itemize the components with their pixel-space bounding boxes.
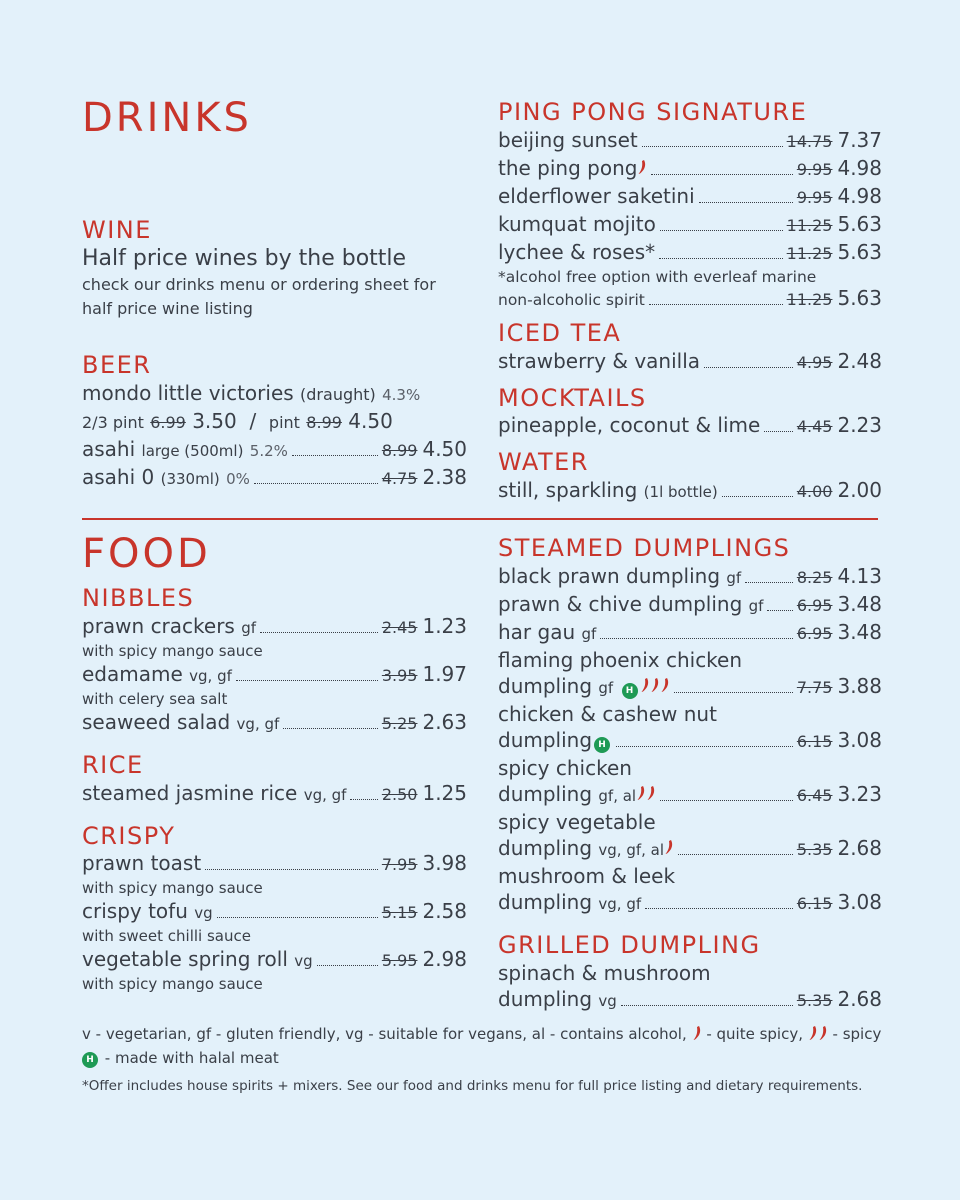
leader-dots <box>649 304 783 305</box>
food-column-left <box>82 532 467 994</box>
chili-icon <box>641 677 650 693</box>
leader-dots <box>283 728 378 729</box>
section-divider <box>82 518 878 520</box>
leader-dots <box>205 869 378 870</box>
new-price: 2.63 <box>422 709 467 734</box>
new-price: 2.98 <box>422 947 467 972</box>
old-price: 8.25 <box>796 567 833 587</box>
item-name-line: spicy chicken <box>498 755 632 780</box>
leader-dots <box>317 965 378 966</box>
leader-dots <box>217 917 378 918</box>
chili-icon <box>693 1025 702 1041</box>
beer-mondo-name: mondo little victories <box>82 380 294 405</box>
item-name: dumpling <box>498 835 593 860</box>
item-note: vg, gf <box>303 785 347 804</box>
item-name: dumpling <box>498 673 593 698</box>
legend-text-1: v - vegetarian, gf - gluten friendly, vg - suitable for vegans, al - contains alcohol, <box>82 1025 687 1043</box>
item-name-line: spicy vegetable <box>498 809 656 834</box>
leader-dots <box>659 258 783 259</box>
leader-dots <box>674 692 793 693</box>
item-description: with celery sea salt <box>82 689 228 708</box>
item-note: gf <box>581 624 597 643</box>
new-price: 1.97 <box>422 661 467 686</box>
new-price: 7.37 <box>837 127 882 152</box>
chili-icon <box>661 677 670 693</box>
item-name: vegetable spring roll <box>82 947 288 972</box>
new-price: 2.68 <box>837 835 882 860</box>
old-price: 7.95 <box>381 855 418 875</box>
old-price: 5.15 <box>381 903 418 923</box>
item-name: non-alcoholic spirit <box>498 290 645 309</box>
item-name: lychee & roses* <box>498 239 656 264</box>
beer-mondo-prices <box>82 408 467 436</box>
item-name: dumpling <box>498 781 593 806</box>
leader-dots <box>745 582 793 583</box>
item-name: prawn crackers <box>82 613 235 638</box>
item-note: large (500ml) <box>141 441 244 460</box>
drinks-title: DRINKS <box>82 95 252 141</box>
old-price: 6.95 <box>796 623 833 643</box>
chili-icon <box>819 1025 828 1041</box>
item-note: vg, gf <box>598 894 642 913</box>
leader-dots <box>660 800 793 801</box>
beer-mondo-abv: 4.3% <box>382 385 421 404</box>
item-description: with spicy mango sauce <box>82 975 263 994</box>
wine-line-2: half price wine listing <box>82 298 253 318</box>
leader-dots <box>678 854 793 855</box>
leader-dots <box>699 202 793 203</box>
rice-title: RICE <box>82 750 144 779</box>
old-price: 6.95 <box>796 595 833 615</box>
leader-dots <box>764 431 793 432</box>
item-name: beijing sunset <box>498 127 638 152</box>
item-name: asahi <box>82 436 136 461</box>
halal-icon: H <box>622 683 638 699</box>
new-price: 3.23 <box>837 781 882 806</box>
leader-dots <box>651 174 792 175</box>
leader-dots <box>642 146 783 147</box>
item-name: edamame <box>82 661 183 686</box>
item-name: asahi 0 <box>82 464 155 489</box>
dietary-legend <box>82 1022 902 1070</box>
menu-item <box>82 464 467 492</box>
old-price: 4.45 <box>796 417 833 437</box>
legend-text-3: - spicy <box>832 1025 882 1043</box>
pint-old-price: 8.99 <box>306 412 342 432</box>
new-price: 4.13 <box>837 563 882 588</box>
item-name: elderflower saketini <box>498 183 695 208</box>
new-price: 2.58 <box>422 899 467 924</box>
item-name-line: mushroom & leek <box>498 863 676 888</box>
price-separator: / <box>249 408 257 433</box>
iced-tea-title: ICED TEA <box>498 318 622 347</box>
item-note: vg <box>598 991 617 1010</box>
old-price: 6.15 <box>796 893 833 913</box>
item-name: prawn & chive dumpling <box>498 591 743 616</box>
menu-item <box>82 436 467 464</box>
legend-text-4: - made with halal meat <box>104 1049 279 1067</box>
drinks-column-right <box>498 98 882 505</box>
item-name: black prawn dumpling <box>498 563 721 588</box>
menu-item <box>498 412 882 440</box>
leader-dots <box>260 632 378 633</box>
new-price: 2.68 <box>837 986 882 1011</box>
water-title: WATER <box>498 448 589 477</box>
new-price: 1.25 <box>422 780 467 805</box>
menu-item <box>498 673 882 701</box>
wine-headline: Half price wines by the bottle <box>82 245 407 271</box>
new-price: 3.48 <box>837 619 882 644</box>
item-name: crispy tofu <box>82 899 188 924</box>
chili-icon <box>637 785 646 801</box>
steamed-dumplings-title: STEAMED DUMPLINGS <box>498 534 791 562</box>
leader-dots <box>350 799 377 800</box>
menu-item <box>498 127 882 155</box>
menu-item <box>498 619 882 647</box>
leader-dots <box>616 746 793 747</box>
item-name: the ping pong <box>498 155 638 180</box>
item-name: pineapple, coconut & lime <box>498 413 761 438</box>
leader-dots <box>704 367 793 368</box>
old-price: 4.75 <box>381 468 418 488</box>
new-price: 2.23 <box>837 413 882 438</box>
beer-title: BEER <box>82 350 152 379</box>
new-price: 2.48 <box>837 348 882 373</box>
item-note: gf <box>241 618 257 637</box>
menu-item <box>82 613 467 641</box>
item-note: gf <box>598 678 614 697</box>
new-price: 4.98 <box>837 183 882 208</box>
menu-item <box>498 155 882 183</box>
item-name: steamed jasmine rice <box>82 780 298 805</box>
leader-dots <box>254 483 378 484</box>
item-note: vg, gf, al <box>598 840 665 859</box>
crispy-title: CRISPY <box>82 821 176 850</box>
item-abv: 5.2% <box>249 441 288 460</box>
pint23-label: 2/3 pint <box>82 412 144 432</box>
mocktails-title: MOCKTAILS <box>498 383 647 412</box>
wine-line-1: check our drinks menu or ordering sheet for <box>82 274 436 294</box>
pint-label: pint <box>268 412 300 432</box>
old-price: 5.25 <box>381 713 418 733</box>
drinks-column-left <box>82 96 467 492</box>
new-price: 3.98 <box>422 851 467 876</box>
item-name: dumpling <box>498 986 593 1011</box>
leader-dots <box>645 908 793 909</box>
beer-mondo-note: (draught) <box>300 384 376 404</box>
old-price: 6.45 <box>796 785 833 805</box>
menu-item <box>498 781 882 809</box>
food-title: FOOD <box>82 531 211 577</box>
old-price: 4.95 <box>796 352 833 372</box>
item-note: (1l bottle) <box>643 483 718 502</box>
old-price: 4.00 <box>796 482 833 502</box>
item-name: strawberry & vanilla <box>498 348 701 373</box>
new-price: 3.08 <box>837 889 882 914</box>
menu-item <box>498 889 882 917</box>
leader-dots <box>767 610 792 611</box>
menu-item <box>82 850 467 878</box>
halal-icon: H <box>82 1052 98 1068</box>
old-price: 11.25 <box>786 215 833 235</box>
menu-item <box>82 946 467 974</box>
chili-icon <box>638 159 647 175</box>
old-price: 14.75 <box>786 131 833 151</box>
old-price: 3.95 <box>381 665 418 685</box>
new-price: 1.23 <box>422 613 467 638</box>
menu-item <box>498 591 882 619</box>
menu-item <box>498 211 882 239</box>
menu-item <box>498 239 882 267</box>
menu-item <box>498 183 882 211</box>
menu-item <box>498 348 882 376</box>
menu-item <box>498 835 882 863</box>
item-name: seaweed salad <box>82 709 231 734</box>
alcohol-free-note: *alcohol free option with everleaf marine <box>498 267 817 286</box>
leader-dots <box>292 455 378 456</box>
old-price: 5.35 <box>796 990 833 1010</box>
menu-item <box>498 727 882 755</box>
leader-dots <box>660 230 783 231</box>
item-description: with spicy mango sauce <box>82 641 263 660</box>
chili-icon <box>665 839 674 855</box>
item-note: gf <box>748 596 764 615</box>
item-description: with sweet chilli sauce <box>82 927 251 946</box>
menu-item <box>82 780 467 808</box>
menu-item <box>498 477 882 505</box>
menu-item <box>82 661 467 689</box>
item-abv: 0% <box>226 469 250 488</box>
leader-dots <box>621 1005 793 1006</box>
old-price: 9.95 <box>796 187 833 207</box>
chili-icon <box>651 677 660 693</box>
new-price: 5.63 <box>837 239 882 264</box>
old-price: 9.95 <box>796 159 833 179</box>
legend-text-2: - quite spicy, <box>706 1025 803 1043</box>
item-name: dumpling <box>498 889 593 914</box>
old-price: 8.99 <box>381 440 418 460</box>
item-note: gf, al <box>598 786 637 805</box>
item-name-line: chicken & cashew nut <box>498 701 717 726</box>
item-description: with spicy mango sauce <box>82 879 263 898</box>
old-price: 5.35 <box>796 839 833 859</box>
leader-dots <box>236 680 378 681</box>
chili-icon <box>809 1025 818 1041</box>
halal-icon: H <box>594 737 610 753</box>
pint23-new-price: 3.50 <box>192 408 237 433</box>
old-price: 11.25 <box>786 289 833 309</box>
item-note: gf <box>726 568 742 587</box>
item-name: kumquat mojito <box>498 211 656 236</box>
item-name: still, sparkling <box>498 478 638 503</box>
leader-dots <box>600 638 793 639</box>
old-price: 2.45 <box>381 617 418 637</box>
signature-title: PING PONG SIGNATURE <box>498 98 808 126</box>
item-note: vg, gf <box>189 666 232 685</box>
new-price: 4.50 <box>422 436 467 461</box>
item-note: (330ml) <box>160 469 220 488</box>
new-price: 3.88 <box>837 673 882 698</box>
new-price: 2.38 <box>422 464 467 489</box>
chili-icon <box>647 785 656 801</box>
new-price: 3.08 <box>837 727 882 752</box>
nibbles-title: NIBBLES <box>82 584 195 612</box>
item-note: vg, gf <box>236 714 280 733</box>
grilled-dumpling-title: GRILLED DUMPLING <box>498 930 761 959</box>
menu-item <box>498 287 882 311</box>
item-note: vg <box>194 904 213 923</box>
new-price: 2.00 <box>837 478 882 503</box>
offer-footnote: *Offer includes house spirits + mixers. See our food and drinks menu for full price listing and dietary requirements. <box>82 1078 863 1094</box>
new-price: 3.48 <box>837 591 882 616</box>
menu-item <box>498 986 882 1014</box>
new-price: 5.63 <box>837 285 882 310</box>
item-name-line: flaming phoenix chicken <box>498 647 743 672</box>
menu-item <box>498 563 882 591</box>
menu-item <box>82 709 467 737</box>
wine-title: WINE <box>82 216 152 244</box>
menu-item <box>82 898 467 926</box>
old-price: 6.15 <box>796 731 833 751</box>
leader-dots <box>722 496 793 497</box>
old-price: 2.50 <box>381 784 418 804</box>
pint-new-price: 4.50 <box>348 408 393 433</box>
new-price: 4.98 <box>837 155 882 180</box>
new-price: 5.63 <box>837 211 882 236</box>
item-note: vg <box>294 952 313 971</box>
item-name: dumpling <box>498 727 593 752</box>
food-column-right <box>498 534 882 1014</box>
item-name: har gau <box>498 619 576 644</box>
beer-mondo <box>82 380 467 408</box>
item-name: prawn toast <box>82 851 202 876</box>
old-price: 5.95 <box>381 951 418 971</box>
item-name-line: spinach & mushroom <box>498 960 711 985</box>
pint23-old-price: 6.99 <box>150 412 186 432</box>
old-price: 11.25 <box>786 243 833 263</box>
old-price: 7.75 <box>796 677 833 697</box>
